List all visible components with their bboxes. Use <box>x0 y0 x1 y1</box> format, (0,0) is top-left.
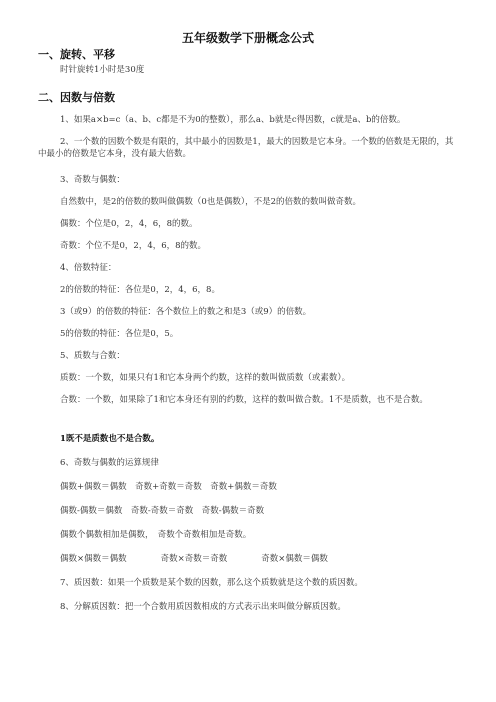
multiple-of-3-9-rule: 3（或9）的倍数的特征：各个数位上的数之和是3（或9）的倍数。 <box>60 307 312 317</box>
sum-count-rules: 偶数个偶数相加是偶数， 奇数个奇数相加是奇数。 <box>60 530 252 540</box>
paragraph-1: 1、如果a×b=c（a、b、c都是不为0的整数），那么a、b就是c得因数，c就是a、b的倍数。 <box>60 115 406 125</box>
multiplication-rules: 偶数×偶数＝偶数 奇数×奇数＝奇数 奇数×偶数＝偶数 <box>60 554 328 564</box>
paragraph-6-heading: 6、奇数与偶数的运算规律 <box>60 458 159 468</box>
section-heading-factors: 二、因数与倍数 <box>38 91 115 104</box>
prime-factor-definition: 7、质因数：如果一个质数是某个数的因数，那么这个质数就是这个数的质因数。 <box>60 578 363 588</box>
section-heading-rotation: 一、旋转、平移 <box>38 48 115 61</box>
addition-rules: 偶数+偶数＝偶数 奇数+奇数＝奇数 奇数+偶数＝奇数 <box>60 482 277 492</box>
multiple-of-5-rule: 5的倍数的特征：各位是0，5。 <box>60 329 179 339</box>
paragraph-4-heading: 4、倍数特征： <box>60 263 117 273</box>
even-odd-definition: 自然数中，是2的倍数的数叫做偶数（0也是偶数），不是2的倍数的数叫做奇数。 <box>60 197 361 207</box>
paragraph-5-heading: 5、质数与合数： <box>60 351 125 361</box>
even-rule: 偶数：个位是0，2，4，6，8的数。 <box>60 219 198 229</box>
multiple-of-2-rule: 2的倍数的特征：各位是0，2，4，6，8。 <box>60 285 220 295</box>
factorization-definition: 8、分解质因数：把一个合数用质因数相成的方式表示出来叫做分解质因数。 <box>60 602 346 612</box>
rotation-line: 时针旋转1小时是30度 <box>60 65 145 75</box>
prime-definition: 质数：一个数，如果只有1和它本身两个约数，这样的数叫做质数（或素数）。 <box>60 373 351 383</box>
paragraph-2: 2、一个数的因数个数是有限的，其中最小的因数是1，最大的因数是它本身。一个数的倍数是无限的，其中最小的倍数是它本身，没有最大倍数。 <box>38 137 454 159</box>
document-title: 五年级数学下册概念公式 <box>181 31 314 45</box>
one-note: 1既不是质数也不是合数。 <box>60 434 160 444</box>
odd-rule: 奇数：个位不是0，2，4，6，8的数。 <box>60 241 207 251</box>
composite-definition: 合数：一个数，如果除了1和它本身还有别的约数，这样的数叫做合数。1不是质数，也不是合数。 <box>60 395 428 405</box>
subtraction-rules: 偶数-偶数＝偶数 奇数-奇数＝奇数 奇数-偶数＝奇数 <box>60 506 265 516</box>
paragraph-3-heading: 3、奇数与偶数： <box>60 175 125 185</box>
